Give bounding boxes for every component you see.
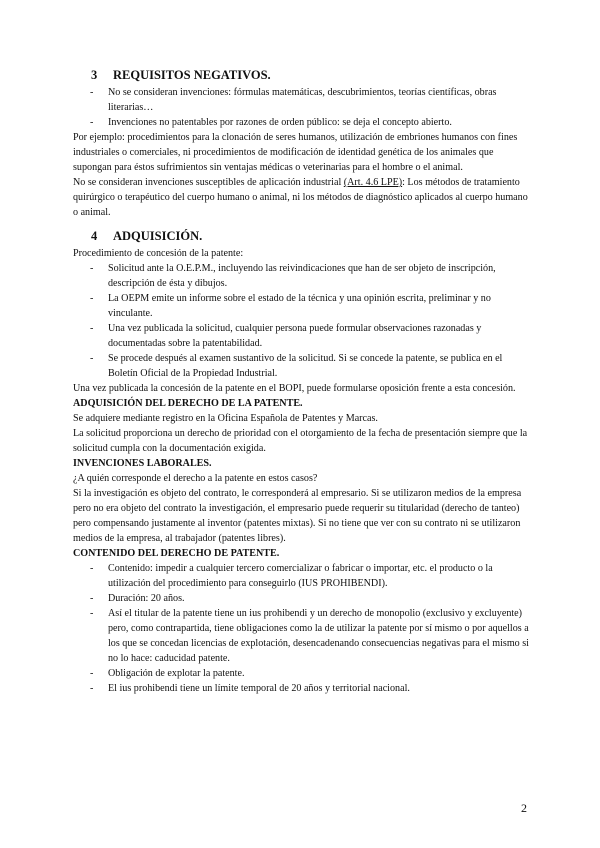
subheading-adquisicion: ADQUISICIÓN DEL DERECHO DE LA PATENTE. <box>73 398 303 409</box>
list-item: - Solicitud ante la O.E.P.M., incluyendo las reivindicaciones que han de ser objeto de inscripción, descripción de ésta y dibujos. <box>73 261 533 291</box>
list-item: - Obligación de explotar la patente. <box>73 666 533 681</box>
paragraph <box>73 175 533 220</box>
paragraph: La solicitud proporciona un derecho de prioridad con el otorgamiento de la fecha de presentación siempre que la solicitud cumpla con la documentación exigida. <box>73 428 528 454</box>
paragraph: Una vez publicada la concesión de la patente en el BOPI, puede formularse oposición frente a esta concesión. <box>73 383 516 394</box>
paragraph: ¿A quién corresponde el derecho a la patente en estos casos? <box>73 473 318 484</box>
section-number: 3 <box>91 68 98 82</box>
page-number: 2 <box>521 801 527 815</box>
paragraph: Por ejemplo: procedimientos para la clonación de seres humanos, utilización de embriones humanos con fines industriales o comerciales, ni procedimientos de modificación de identidad genética de los animales que supongan para éstos sufrimientos sin ventajas médicas o veterinarias para el hombre o el animal. <box>73 132 518 173</box>
section-number: 4 <box>91 229 98 243</box>
section-4-list <box>73 261 533 381</box>
document-page <box>73 66 533 696</box>
section-3-heading <box>91 66 533 84</box>
list-item: - Invenciones no patentables por razones de orden público: se deja el concepto abierto. <box>73 115 533 130</box>
paragraph: Si la investigación es objeto del contrato, le corresponderá al empresario. Si se utilizaron medios de la empresa pero no era objeto del contrato la investigación, el empresario puede requerir su titularidad (derecho de tanteo) pero compensando justamente al inventor (patentes mixtas). Si no tiene que ver con su contrato ni se utilizaron medios de la empresa, al trabajador (patentes libres). <box>73 488 522 544</box>
list-item: - Se procede después al examen sustantivo de la solicitud. Si se concede la patente, se publica en el Boletín Oficial de la Propiedad Industrial. <box>73 351 533 381</box>
contenido-list <box>73 561 533 696</box>
list-item: - No se consideran invenciones: fórmulas matemáticas, descubrimientos, teorías científicas, obras literarias… <box>73 85 533 115</box>
paragraph-text: No se consideran invenciones susceptibles de aplicación industrial <box>73 177 344 188</box>
article-reference: (Art. 4.6 LPE) <box>343 177 403 188</box>
list-item: - Duración: 20 años. <box>73 591 533 606</box>
list-item: - Una vez publicada la solicitud, cualquier persona puede formular observaciones razonadas y documentadas sobre la patentabilidad. <box>73 321 533 351</box>
paragraph-text: : Los métodos de tratamiento quirúrgico o terapéutico del cuerpo humano o animal, ni los métodos de diagnóstico aplicados al cuerpo humano o animal. <box>73 177 528 218</box>
section-title: ADQUISICIÓN. <box>113 229 203 243</box>
paragraph: Procedimiento de concesión de la patente: <box>73 248 244 259</box>
list-item: - El ius prohibendi tiene un límite temporal de 20 años y territorial nacional. <box>73 681 533 696</box>
subheading-laborales: INVENCIONES LABORALES. <box>73 458 212 469</box>
subheading-contenido: CONTENIDO DEL DERECHO DE PATENTE. <box>73 548 280 559</box>
list-item: - La OEPM emite un informe sobre el estado de la técnica y una opinión escrita, preliminar y no vinculante. <box>73 291 533 321</box>
section-title: REQUISITOS NEGATIVOS. <box>113 68 271 82</box>
list-item: - Así el titular de la patente tiene un ius prohibendi y un derecho de monopolio (exclusivo y excluyente) pero, como contrapartida, tiene obligaciones como la de utilizar la patente por sí mismo o por aquellos a los que se concedan licencias de explotación, desencadenando consecuencias negativas para el mismo si no lo hace: caducidad patente. <box>73 606 533 666</box>
section-3-list <box>73 85 533 130</box>
paragraph: Se adquiere mediante registro en la Oficina Española de Patentes y Marcas. <box>73 413 378 424</box>
list-item: - Contenido: impedir a cualquier tercero comercializar o fabricar o importar, etc. el producto o la utilización del procedimiento para conseguirlo (IUS PROHIBENDI). <box>73 561 533 591</box>
section-4-heading <box>91 227 533 245</box>
